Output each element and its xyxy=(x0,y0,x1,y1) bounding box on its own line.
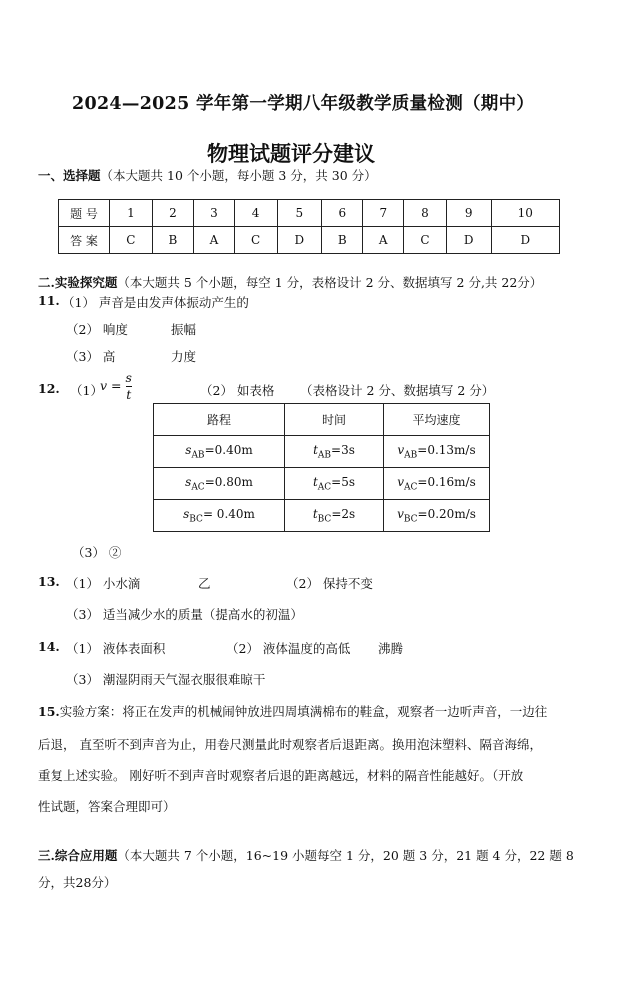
q14-part2-extra: 沸腾 xyxy=(378,641,404,656)
question-number: 5 xyxy=(277,200,322,227)
section3-note-cont: 分，共28分） xyxy=(38,875,117,890)
question-number: 12. xyxy=(38,381,60,396)
section3-header xyxy=(38,846,574,864)
question-number: 10 xyxy=(491,200,559,227)
speed-cell: $v_{AB}=0.13m/s$ xyxy=(384,436,490,468)
q15-line3: 重复上述实验。 刚好听不到声音时观察者后退的距离越远，材料的隔音性能越好。（开放 xyxy=(38,768,524,783)
distance-cell: $s_{BC}= 0.40m$ xyxy=(154,500,285,532)
q12-part1-label: （1） xyxy=(70,383,103,398)
section1-heading: 一、选择题 xyxy=(38,168,101,183)
question-number: 2 xyxy=(152,200,193,227)
page-title: 2024—2025 学年第一学期八年级教学质量检测（期中） xyxy=(72,94,535,114)
answer-cell: B xyxy=(322,227,363,254)
answer-cell: D xyxy=(491,227,559,254)
q14-part3: （3） 潮湿阴雨天气湿衣服很难晾干 xyxy=(66,672,266,687)
section3-heading: 三.综合应用题 xyxy=(38,848,118,863)
question-number: 6 xyxy=(322,200,363,227)
speed-table xyxy=(153,403,490,532)
q15-line2: 后退， 直至听不到声音为止，用卷尺测量此时观察者后退距离。换用泡沫塑料、隔音海绵， xyxy=(38,737,542,752)
q11-part3-answer: 力度 xyxy=(171,349,197,364)
answer-cell: A xyxy=(194,227,235,254)
formula-numerator: s xyxy=(125,370,132,385)
distance-cell: $s_{AC}=0.80m$ xyxy=(154,468,285,500)
header-avg-speed: 平均速度 xyxy=(384,404,490,436)
time-cell: $t_{AB}=3s$ xyxy=(285,436,384,468)
question-number: 14. xyxy=(38,639,60,654)
formula-lhs: v = xyxy=(100,378,122,393)
question-number: 13. xyxy=(38,574,60,589)
q12-formula xyxy=(100,370,132,403)
q13-part2: （2） 保持不变 xyxy=(286,576,373,591)
table-row xyxy=(154,468,490,500)
distance-cell: $s_{AB}=0.40m$ xyxy=(154,436,285,468)
q14-part1: （1） 液体表面积 xyxy=(66,641,166,656)
answer-table xyxy=(58,199,560,254)
page-subtitle: 物理试题评分建议 xyxy=(207,141,375,166)
q11-part2-label: （2） 响度 xyxy=(66,322,128,337)
section1-note: （本大题共 10 个小题，每小题 3 分，共 30 分） xyxy=(100,168,377,183)
answer-table-number-row xyxy=(59,200,560,227)
answer-cell: C xyxy=(234,227,277,254)
answer-cell: D xyxy=(446,227,491,254)
q11-part3-label: （3） 高 xyxy=(66,349,116,364)
formula-fraction xyxy=(126,370,132,403)
q13-part1: （1） 小水滴 xyxy=(66,576,141,591)
q15-line4: 性试题，答案合理即可） xyxy=(38,799,176,814)
row-label-number: 题 号 xyxy=(59,200,110,227)
speed-table-header xyxy=(154,404,490,436)
q14-part2: （2） 液体温度的高低 xyxy=(226,641,351,656)
question-number: 8 xyxy=(404,200,447,227)
question-number: 1 xyxy=(110,200,153,227)
question-number: 11. xyxy=(38,293,60,308)
question-number: 4 xyxy=(234,200,277,227)
section1-header xyxy=(38,166,377,184)
answer-cell: C xyxy=(404,227,447,254)
table-row xyxy=(154,436,490,468)
q12-part2: （2） 如表格 xyxy=(200,383,275,398)
answer-cell: A xyxy=(363,227,404,254)
q11-part2-answer: 振幅 xyxy=(171,322,197,337)
q12-part2-note: （表格设计 2 分、数据填写 2 分） xyxy=(300,383,495,398)
q15-line1: 15.实验方案：将正在发声的机械闹钟放进四周填满棉布的鞋盒，观察者一边听声音，一边往 xyxy=(38,704,548,719)
header-time: 时间 xyxy=(285,404,384,436)
section2-heading: 二.实验探究题 xyxy=(38,275,118,290)
question-number: 3 xyxy=(194,200,235,227)
answer-cell: B xyxy=(152,227,193,254)
time-cell: $t_{BC}=2s$ xyxy=(285,500,384,532)
q11-part1: （1） 声音是由发声体振动产生的 xyxy=(62,295,249,310)
question-number: 9 xyxy=(446,200,491,227)
speed-cell: $v_{BC}=0.20m/s$ xyxy=(384,500,490,532)
q13-part3: （3） 适当减少水的质量（提高水的初温） xyxy=(66,607,303,622)
section2-note: （本大题共 5 个小题，每空 1 分，表格设计 2 分、数据填写 2 分,共 22分） xyxy=(117,275,543,290)
formula-denominator: t xyxy=(126,387,132,402)
q13-part1-extra: 乙 xyxy=(198,576,211,591)
answer-table-answer-row xyxy=(59,227,560,254)
speed-cell: $v_{AC}=0.16m/s$ xyxy=(384,468,490,500)
answer-cell: C xyxy=(110,227,153,254)
time-cell: $t_{AC}=5s$ xyxy=(285,468,384,500)
question-number: 15. xyxy=(38,704,60,719)
q12-part3: （3） ② xyxy=(72,545,122,560)
answer-cell: D xyxy=(277,227,322,254)
section3-note: （本大题共 7 个小题，16~19 小题每空 1 分，20 题 3 分，21 题 4 分，22 题 8 xyxy=(117,848,574,863)
question-number: 7 xyxy=(363,200,404,227)
header-distance: 路程 xyxy=(154,404,285,436)
section2-header xyxy=(38,273,542,291)
row-label-answer: 答 案 xyxy=(59,227,110,254)
table-row xyxy=(154,500,490,532)
